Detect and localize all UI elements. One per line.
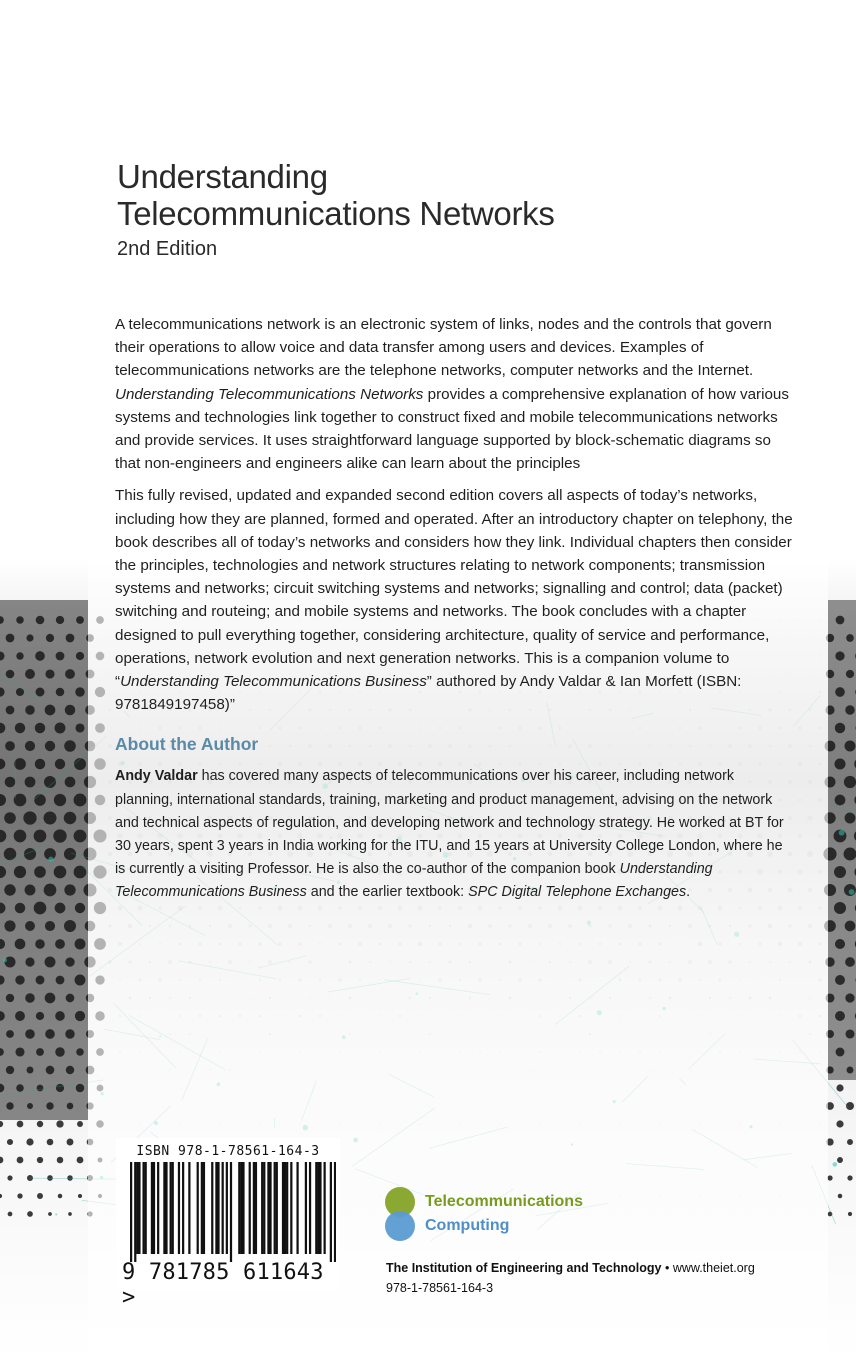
network-dot [65,1029,74,1038]
network-dot [23,811,36,824]
network-dot [74,866,87,879]
network-dot [55,759,65,769]
network-dot [836,616,845,625]
isbn-barcode [116,1138,340,1310]
network-dot [46,634,54,642]
network-dot [55,1213,57,1215]
network-dot [25,669,35,679]
network-dot [35,651,45,661]
network-dot [847,1139,853,1145]
network-dot [46,1102,53,1109]
barcode-bar [217,1162,219,1254]
network-dot [845,957,855,967]
text-run: This fully revised, updated and expanded second edition covers all aspects of today’s networks, including how they are planned, formed and operated. After an introductory chapter on telephony, the book describes all of today’s networks and considers how they link. Individual chapters then consider the principles, technologies and network structures relating to network components; transmission systems and networks; circuit switching systems and networks; signalling and control; data (packet) switching and routeing; and mobile systems and networks. The book concludes with a chapter designed to pull everything together, considering architecture, quality of service and performance, operations, network evolution and next generation networks. This is a companion volume to “ [115,487,793,691]
network-dot [845,921,856,932]
author-name: Andy Valdar [115,768,198,785]
network-dot [26,634,33,641]
network-dot [75,939,86,950]
barcode-bar [226,1162,228,1254]
network-dot [835,723,845,733]
network-dot [848,1212,852,1216]
network-dot [56,976,65,985]
network-dot [35,759,45,769]
barcode-bar [309,1162,311,1254]
barcode-bars [130,1162,336,1262]
network-dot [25,993,35,1003]
network-dot [55,1011,65,1021]
barcode-bar [317,1162,319,1254]
network-dot [25,1029,35,1039]
network-dot [835,795,846,806]
barcode-bar [263,1162,265,1254]
text-run: . [686,884,691,901]
barcode-bar [240,1162,242,1254]
barcode-bar [255,1162,257,1254]
barcode-bar [286,1162,288,1254]
network-dot [36,688,45,697]
network-dot [75,903,85,913]
network-dot [17,1121,24,1128]
series-computing: Computing [425,1217,510,1234]
network-dot [4,812,16,824]
barcode-bar [172,1162,174,1254]
isbn-label: ISBN 978-1-78561-164-3 [136,1144,320,1159]
network-dot [27,1067,34,1074]
network-dot [66,994,75,1003]
network-dot [6,634,15,643]
network-dot [45,1029,55,1039]
computing-circle-icon [385,1211,415,1241]
network-dot [64,920,76,932]
network-dot [17,1157,24,1164]
network-dot [5,777,16,788]
network-dot [15,939,26,950]
publisher-info [386,1258,755,1298]
network-dot [25,777,36,788]
publisher-line [386,1258,755,1278]
network-dot [34,794,46,806]
network-dot [36,616,45,625]
network-dot [845,741,856,752]
network-dot [845,705,854,714]
network-dot [16,652,23,659]
network-dot [56,688,65,697]
network-dot [74,758,86,770]
network-dot [27,1103,33,1109]
network-dot [849,889,855,895]
network-dot [67,1175,73,1181]
network-dot [25,885,36,896]
network-dot [835,1011,845,1021]
network-dot [34,866,46,878]
network-dot [64,812,77,825]
network-dot [45,993,56,1004]
about-author-heading: About the Author [115,734,259,755]
network-dot [56,1120,63,1127]
network-dot [6,670,15,679]
barcode-bar [145,1162,147,1254]
network-dot [16,616,24,624]
barcode-bar [276,1162,278,1254]
network-dot [44,812,57,825]
network-dot [844,848,856,861]
network-dot [7,1139,13,1145]
network-dot [55,903,66,914]
network-dot [54,866,67,879]
network-dot [6,994,14,1002]
network-dot [54,794,66,806]
network-dot [16,1084,24,1092]
text-run: and the earlier textbook: [306,884,469,901]
network-dot [75,975,86,986]
network-dot [76,1084,85,1093]
network-dot [839,830,845,836]
network-dot [3,958,7,962]
network-dot [4,956,15,967]
network-dot [8,1212,13,1217]
barcode-bar [163,1162,165,1254]
network-dot [6,1066,14,1074]
network-dot [76,1048,84,1056]
network-dot [14,758,26,770]
network-dot [836,1120,843,1127]
barcode-bar [151,1162,153,1254]
network-dot [45,741,55,751]
network-dot [7,1175,12,1180]
network-dot [58,1194,63,1199]
network-dot [46,1066,55,1075]
barcode-bar [253,1162,255,1254]
network-dot [68,1212,72,1216]
network-dot [6,1102,13,1109]
network-dot [36,976,45,985]
barcode-bar [203,1162,205,1254]
barcode-bar [153,1162,155,1254]
network-dot [15,975,24,984]
network-dot [57,1157,64,1164]
barcode-bar [296,1162,298,1254]
network-dot [845,1029,854,1038]
barcode-bar [130,1162,132,1262]
network-dot [76,616,84,624]
barcode-bar [284,1162,286,1254]
network-dot [66,634,75,643]
barcode-bar [315,1162,317,1254]
network-dot [55,939,65,949]
barcode-bar [238,1162,240,1254]
barcode-bar [215,1162,217,1254]
barcode-bar [230,1162,232,1262]
network-dot [25,705,35,715]
network-dot [0,1121,3,1127]
network-dot [45,921,55,931]
network-dot [6,1030,14,1038]
barcode-bar [197,1162,199,1254]
description-paragraph-1 [115,313,795,475]
author-bio [115,765,795,904]
barcode-digits: 9 781785 611643 > [122,1260,324,1310]
network-dot [45,669,54,678]
network-dot [56,616,64,624]
network-dot [25,741,35,751]
publisher-isbn: 978-1-78561-164-3 [386,1281,494,1295]
barcode-bar [201,1162,203,1254]
network-dot [77,1121,83,1127]
network-dot [835,975,845,985]
network-dot [65,777,76,788]
network-dot [55,723,66,734]
italic-title: SPC Digital Telephone Exchanges [468,884,687,901]
network-dot [65,705,76,716]
barcode-bar [319,1162,321,1254]
network-dot [66,1066,74,1074]
network-dot [838,1194,843,1199]
barcode-bar [157,1162,159,1254]
network-dot [845,993,854,1002]
network-dot [17,1193,22,1198]
network-dot [832,1162,837,1167]
network-dot [847,1175,852,1180]
barcode-bar [178,1162,180,1254]
barcode-bar [138,1162,140,1254]
barcode-bar [305,1162,307,1254]
book-title-line-2: Telecommunications Networks [117,195,555,232]
italic-title: Understanding Telecommunications Networks [115,385,424,403]
description-paragraph-2 [115,484,795,716]
network-dot [14,830,27,843]
network-dot [45,705,56,716]
network-dot [35,723,46,734]
network-dot [835,687,845,697]
barcode-bar [267,1162,269,1254]
barcode-bar [290,1162,292,1254]
barcode-bar [165,1162,167,1254]
network-dot [64,884,75,895]
network-dot [74,830,87,843]
network-dot [15,723,25,733]
network-dot [5,741,15,751]
network-dot [0,1194,2,1198]
network-dot [34,902,47,915]
network-dot [75,687,84,696]
network-dot [76,652,84,660]
network-dot [75,723,84,732]
series-labels [425,1190,583,1238]
network-dot [56,1084,64,1092]
network-dot [65,669,75,679]
network-dot [6,706,15,715]
network-dot [37,1121,43,1127]
network-link [0,600,88,1120]
network-dot [65,957,74,966]
network-dot [55,1047,64,1056]
barcode-bar [188,1162,190,1254]
network-dot [67,1139,74,1146]
network-dot [67,1103,74,1110]
network-dot [37,1193,43,1199]
network-dot [25,921,35,931]
barcode-bar [282,1162,284,1254]
network-dot [15,1011,25,1021]
network-dot [56,652,65,661]
text-run: ” authored by Andy Valdar & Ian Morfett (ISBN: 9781849197458)” [115,673,742,714]
barcode-bar [330,1162,332,1262]
network-dot [847,1067,854,1074]
network-dot [34,830,47,843]
network-dot [45,957,56,968]
network-dot [74,794,87,807]
network-dot [15,903,25,913]
network-dot [834,866,846,878]
barcode-bar [261,1162,263,1254]
network-dot [35,939,45,949]
barcode-bar [142,1162,144,1254]
network-dot [14,866,26,878]
network-dot [77,1157,84,1164]
barcode-bar [274,1162,276,1254]
network-dot [836,1084,843,1091]
barcode-bar [249,1162,251,1254]
network-dot [835,651,844,660]
network-dot [15,1047,24,1056]
edition-label: 2nd Edition [117,238,218,260]
network-dot [835,939,845,949]
network-dot [36,1012,44,1020]
network-dot [827,1175,832,1180]
network-dot [36,1048,44,1056]
network-dot [4,884,15,895]
barcode-bar [334,1162,336,1262]
network-dot [47,1139,54,1146]
barcode-bar [269,1162,271,1254]
italic-title: Understanding Telecommunications Business [115,861,713,901]
network-dot [0,1157,3,1164]
network-dot [53,829,66,842]
network-dot [4,920,15,931]
series-logo-icon [384,1186,420,1244]
barcode-bar [134,1162,136,1262]
network-dot [836,1048,845,1057]
barcode-bar [136,1162,138,1254]
network-dot [44,884,57,897]
barcode-bar [182,1162,184,1254]
network-dot [837,1157,843,1163]
network-dot [834,758,845,769]
network-dot [37,1157,43,1163]
publisher-name: The Institution of Engineering and Technology [386,1261,662,1275]
network-dot [26,1138,33,1145]
text-run: provides a comprehensive explanation of how various systems and technologies link together to construct fixed and mobile telecommunications networks and provide services. It uses straightforward language supported by block-schematic diagrams so that non-engineers and engineers alike can learn about the principles [115,385,789,473]
network-dot [78,1194,82,1198]
network-dot [27,1211,33,1217]
barcode-bar [222,1162,224,1254]
title-block [117,158,797,262]
network-dot [846,634,854,642]
network-dot [48,1212,52,1216]
barcode-bar [170,1162,172,1254]
publisher-separator: • [664,1261,670,1275]
network-dot [75,1011,85,1021]
network-dot [834,902,846,914]
network-dot [64,740,76,752]
text-run: has covered many aspects of telecommunications over his career, including network planning, international standards, training, marketing and product management, advising on the network and technical aspects of regulation, and developing network and technology strategy. He worked at BT for 30 years, spent 3 years in India working for the ITU, and 15 years at University College London, where he is currently a visiting Professor. He is also the co-author of the companion book [115,768,784,878]
barcode-bar [211,1162,213,1254]
series-telecommunications: Telecommunications [425,1193,583,1210]
text-run: A telecommunications network is an electronic system of links, nodes and the controls that govern their operations to allow voice and data transfer among users and devices. Examples of telecommunications networks are the telephone networks, computer networks and the Internet. [115,316,772,380]
network-dot [25,957,34,966]
book-title-line-1: Understanding [117,158,328,195]
publisher-url: www.theiet.org [672,1261,755,1275]
network-dot [37,1085,44,1092]
barcode-bar [324,1162,326,1254]
network-dot [844,776,856,788]
network-dot [48,857,53,862]
italic-title: Understanding Telecommunications Business [120,673,427,691]
network-dot [846,670,854,678]
barcode-bar [242,1162,244,1254]
description-block [115,313,795,905]
